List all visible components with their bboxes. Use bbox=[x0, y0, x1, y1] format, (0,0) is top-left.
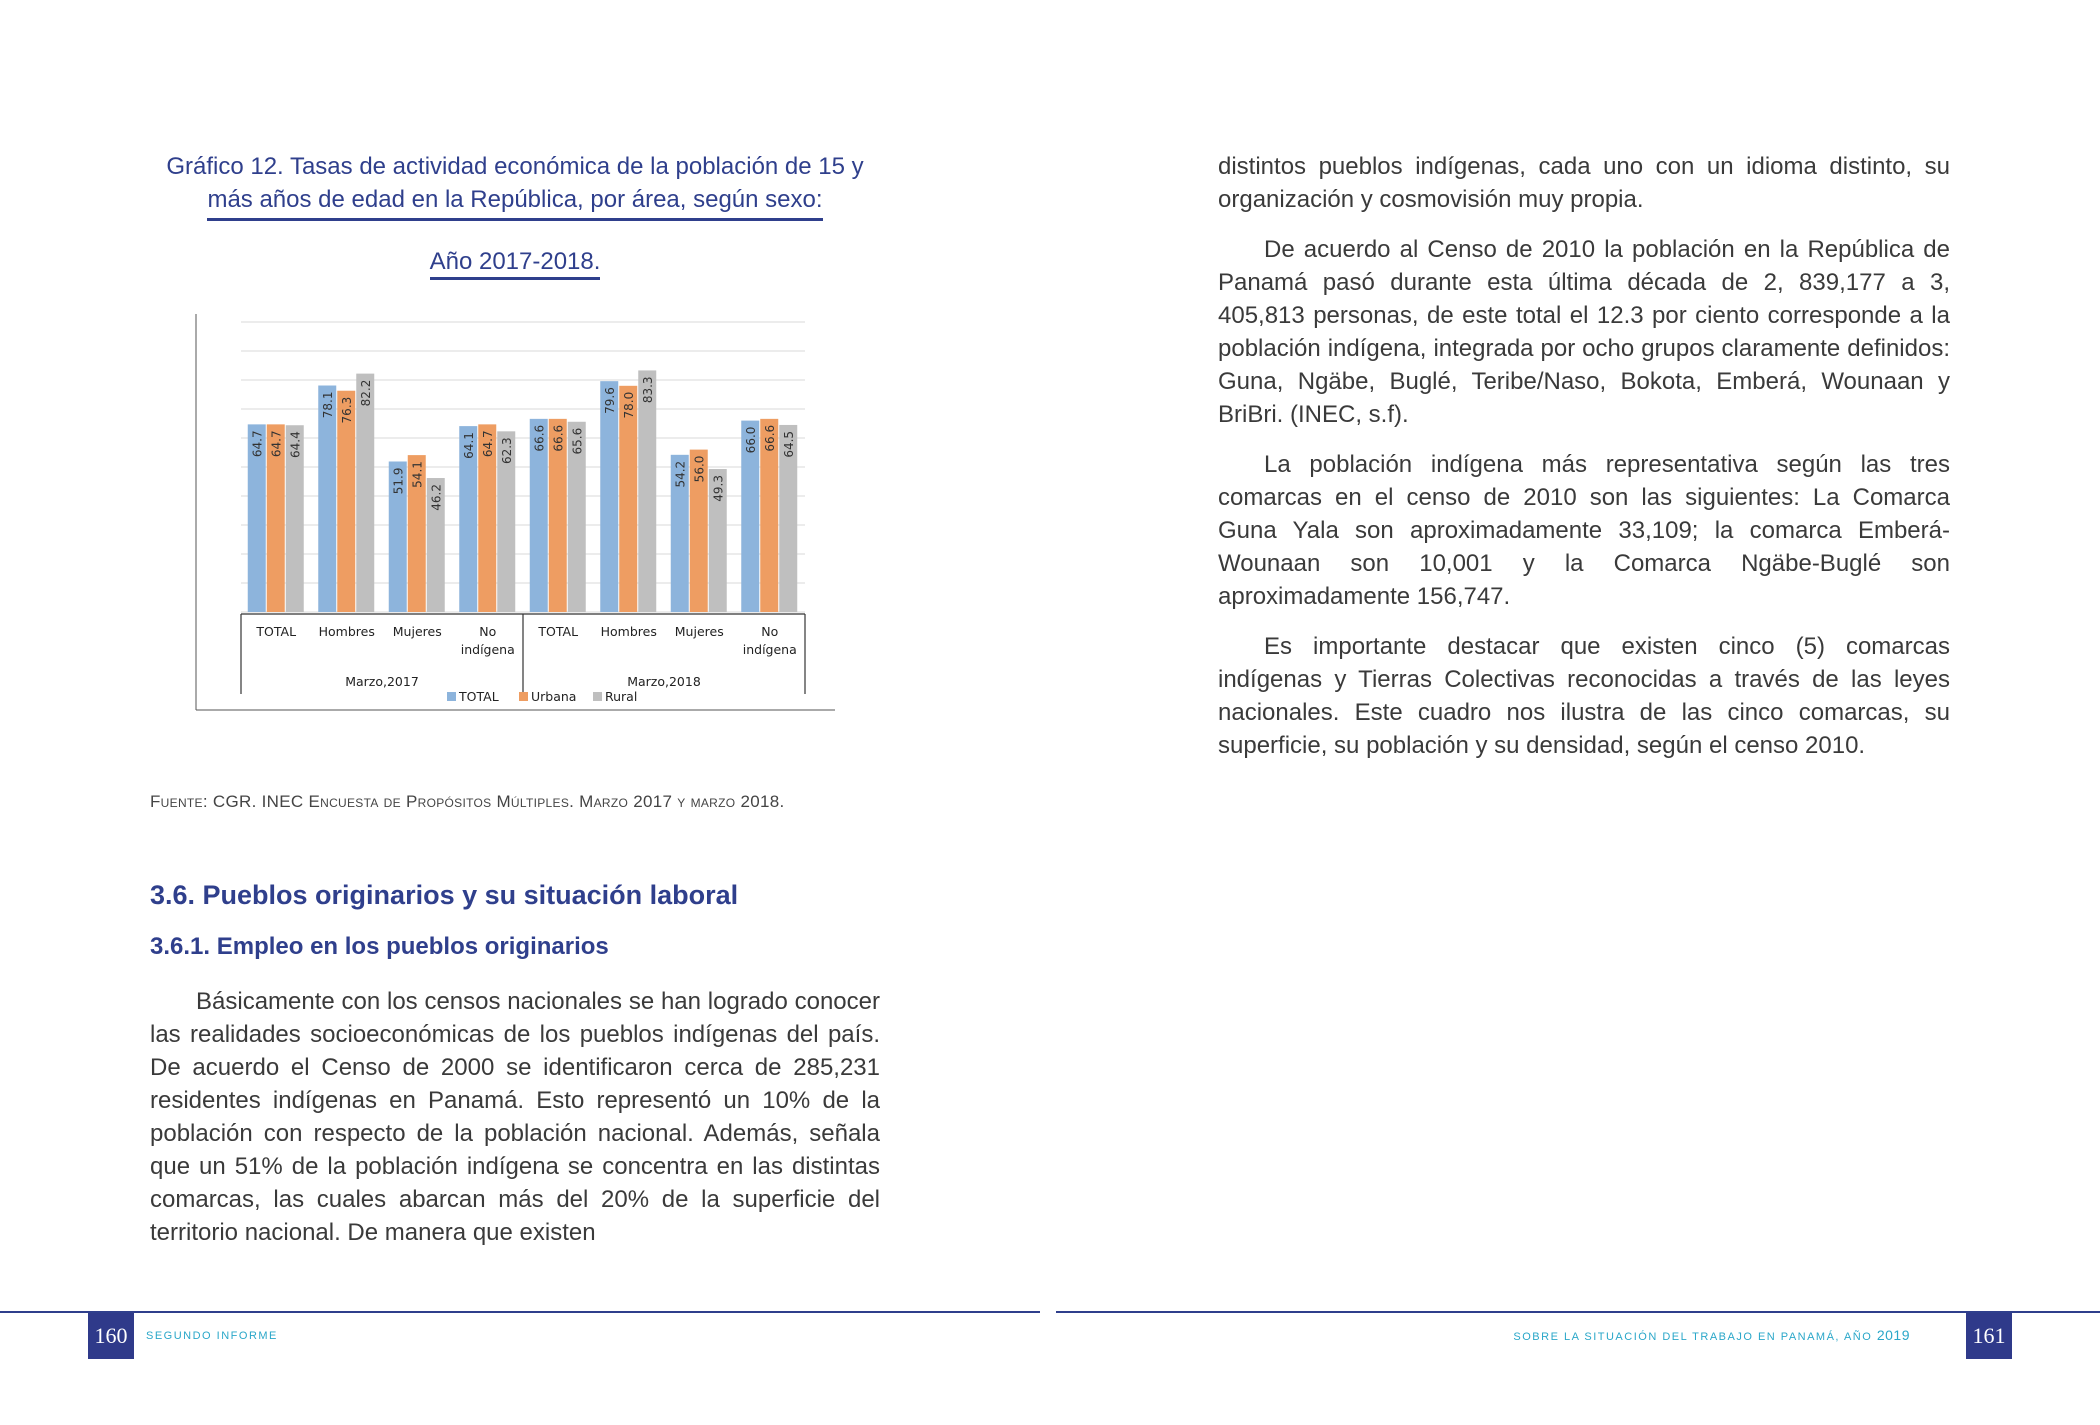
bar-data-label: 64.1 bbox=[461, 432, 476, 459]
bar-data-label: 82.2 bbox=[358, 379, 373, 407]
subsection-heading: 3.6.1. Empleo en los pueblos originarios bbox=[150, 933, 609, 960]
section-heading: 3.6. Pueblos originarios y su situación laboral bbox=[150, 880, 739, 910]
bar-data-label: 54.1 bbox=[410, 461, 425, 488]
legend-label: Urbana bbox=[531, 689, 577, 704]
bar bbox=[638, 370, 656, 612]
bar-chart bbox=[195, 312, 835, 712]
group-label: Marzo,2017 bbox=[345, 674, 419, 689]
paragraph-text: Es importante destacar que existen cinco (5) comarcas indígenas y Tierras Colectivas reconocidas a través de las leyes nacionales. Este cuadro nos ilustra de las cinco comarcas, su superficie, su población y su densidad, según el censo 2010. bbox=[1218, 633, 1950, 759]
category-tick-label: indígena bbox=[460, 642, 515, 657]
bar-data-label: 46.2 bbox=[429, 484, 444, 511]
bar-data-label: 64.5 bbox=[781, 430, 796, 458]
bar-data-label: 66.6 bbox=[532, 424, 547, 452]
legend-swatch bbox=[447, 692, 456, 701]
paragraph-comarcas-poblacion bbox=[1218, 448, 1950, 613]
chart-caption-year-wrap bbox=[150, 248, 880, 276]
bar-data-label: 66.6 bbox=[551, 424, 566, 452]
source-label: Fuente bbox=[150, 792, 203, 811]
category-tick-label: Hombres bbox=[600, 624, 657, 639]
source-year-b: 2018 bbox=[740, 792, 780, 811]
bar-data-label: 64.7 bbox=[250, 430, 265, 458]
chart-source bbox=[150, 792, 880, 812]
category-tick-label: TOTAL bbox=[538, 624, 579, 639]
legend-swatch bbox=[593, 692, 602, 701]
source-period-b: y marzo bbox=[672, 792, 741, 811]
paragraph-censo-2010 bbox=[1218, 233, 1950, 431]
bar bbox=[318, 386, 336, 612]
chart-caption-line1: Gráfico 12. Tasas de actividad económica de la población de 15 y bbox=[166, 153, 864, 180]
category-tick-label: indígena bbox=[742, 642, 797, 657]
bar-data-label: 79.6 bbox=[602, 387, 617, 414]
chart-caption-line2: más años de edad en la República, por área, según sexo: bbox=[207, 183, 822, 221]
page-number-left: 160 bbox=[88, 1313, 134, 1359]
category-tick-label: Mujeres bbox=[674, 624, 724, 639]
chart-caption bbox=[150, 150, 880, 221]
category-tick-label: TOTAL bbox=[256, 624, 297, 639]
running-title-right-text: SOBRE LA SITUACIÓN DEL TRABAJO EN PANAMÁ, AÑO bbox=[1513, 1331, 1877, 1343]
bar-data-label: 54.2 bbox=[673, 460, 688, 488]
bar-data-label: 83.3 bbox=[640, 376, 655, 404]
bar-data-label: 64.4 bbox=[288, 431, 303, 458]
bar-data-label: 76.3 bbox=[339, 396, 354, 424]
source-survey: Encuesta de Propósitos Múltiples bbox=[308, 792, 570, 811]
bar-data-label: 64.7 bbox=[269, 430, 284, 458]
bar-data-label: 78.1 bbox=[320, 391, 335, 419]
bar-data-label: 66.6 bbox=[762, 424, 777, 452]
right-page-body bbox=[1218, 150, 1950, 779]
bar-data-label: 66.0 bbox=[743, 426, 758, 454]
footer-rule-right bbox=[1056, 1311, 2100, 1313]
category-tick-label: No bbox=[479, 624, 497, 639]
paragraph-continued: distintos pueblos indígenas, cada uno con un idioma distinto, su organización y cosmovisión muy propia. bbox=[1218, 153, 1950, 213]
bar-data-label: 78.0 bbox=[621, 391, 636, 419]
body-paragraph-left bbox=[150, 985, 880, 1249]
running-title-year: 2019 bbox=[1876, 1327, 1910, 1343]
paragraph-cinco-comarcas bbox=[1218, 630, 1950, 762]
paragraph-text: La población indígena más representativa según las tres comarcas en el censo de 2010 son las siguientes: La Comarca Guna Yala son aproximadamente 33,109; la comarca Emberá-Wounaan son 10,001 y la Comarca Ngäbe-Buglé son aproximadamente 156,747. bbox=[1218, 451, 1950, 610]
category-tick-label: Mujeres bbox=[392, 624, 442, 639]
bar bbox=[356, 374, 374, 612]
footer-rule-left bbox=[0, 1311, 1040, 1313]
source-text: : CGR. INEC bbox=[202, 792, 309, 811]
bar-data-label: 64.7 bbox=[480, 430, 495, 458]
bar-data-label: 51.9 bbox=[391, 467, 406, 495]
source-end: . bbox=[779, 792, 785, 811]
bar-chart-svg bbox=[195, 312, 835, 712]
category-tick-label: Hombres bbox=[318, 624, 375, 639]
source-period-a: . Marzo bbox=[569, 792, 634, 811]
paragraph-text: De acuerdo al Censo de 2010 la población en la República de Panamá pasó durante esta última década de 2, 839,177 a 3, 405,813 personas, de este total el 12.3 por ciento corresponde a la población indígena, integrada por ocho grupos claramente definidos: Guna, Ngäbe, Buglé, Teribe/Naso, Bokota, Emberá, Wounaan y BriBri. (INEC, s.f). bbox=[1218, 236, 1950, 428]
bar-data-label: 65.6 bbox=[570, 427, 585, 455]
bar-data-label: 62.3 bbox=[499, 437, 514, 465]
bar bbox=[600, 381, 618, 612]
source-year-a: 2017 bbox=[633, 792, 673, 811]
group-label: Marzo,2018 bbox=[627, 674, 701, 689]
running-title-left: SEGUNDO INFORME bbox=[146, 1330, 278, 1342]
legend-swatch bbox=[519, 692, 528, 701]
bar-data-label: 56.0 bbox=[692, 455, 707, 483]
bar bbox=[619, 386, 637, 612]
running-title-right bbox=[1513, 1327, 1910, 1343]
category-tick-label: No bbox=[761, 624, 779, 639]
bar-data-label: 49.3 bbox=[711, 475, 726, 502]
legend-label: TOTAL bbox=[459, 689, 499, 704]
page-number-right: 161 bbox=[1966, 1313, 2012, 1359]
legend-label: Rural bbox=[605, 689, 638, 704]
chart-caption-year: Año 2017-2018. bbox=[430, 248, 601, 280]
paragraph-text: Básicamente con los censos nacionales se han logrado conocer las realidades socioeconómicas de los pueblos indígenas del país. De acuerdo el Censo de 2000 se identificaron cerca de 285,231 residentes indígenas en Panamá. Esto representó un 10% de la población con respecto de la población nacional. Además, señala que un 51% de la población indígena se concentra en las distintas comarcas, las cuales abarcan más del 20% de la superficie del territorio nacional. De manera que existen bbox=[150, 988, 880, 1246]
